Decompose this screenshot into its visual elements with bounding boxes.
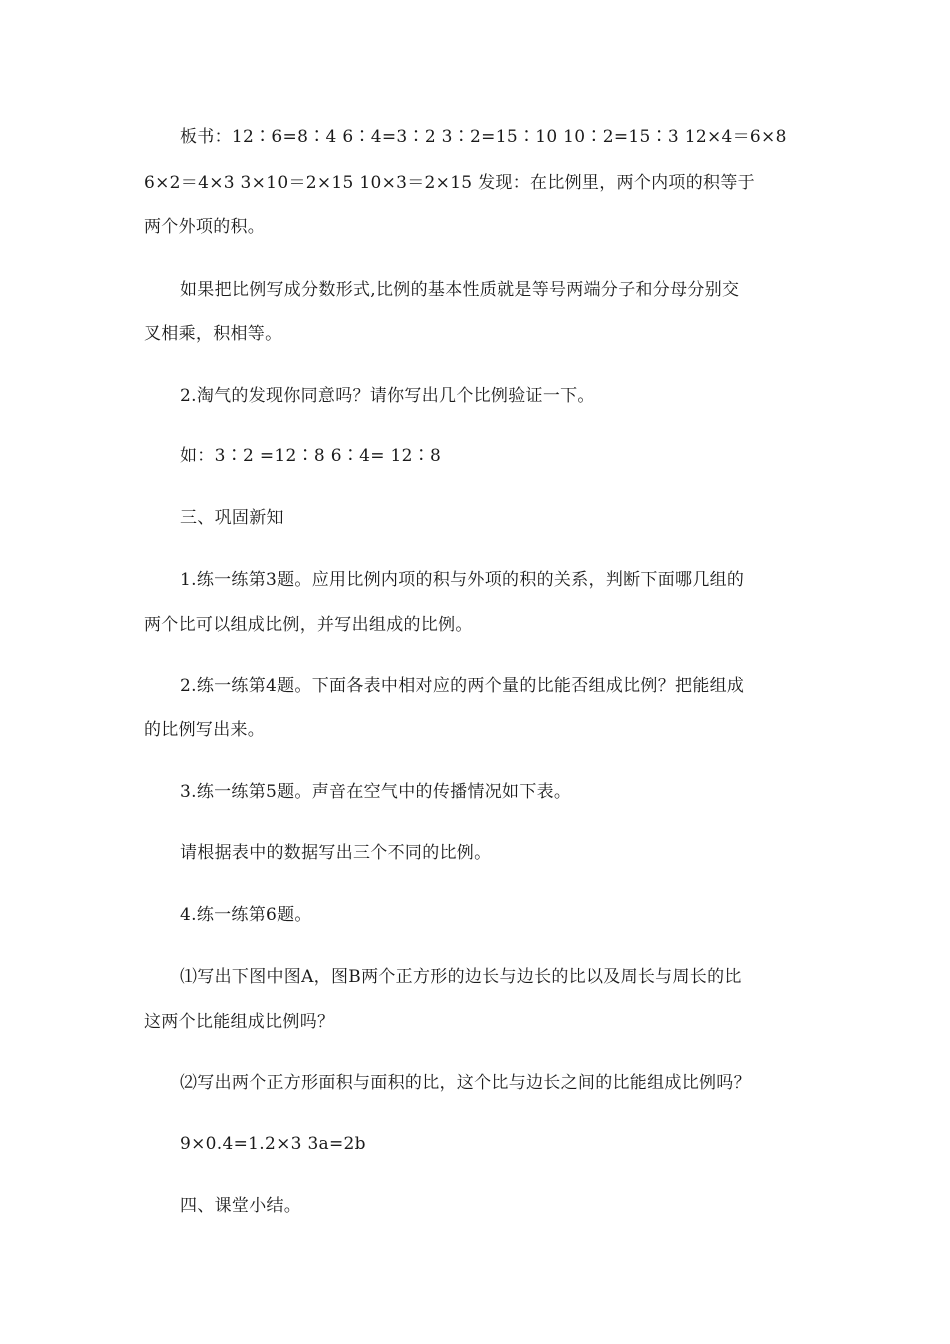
section-3-heading: 三、巩固新知 [180,508,284,528]
board-text-line-1: 板书：12∶6=8∶4 6∶4=3∶2 3∶2=15∶10 10∶2=15∶3 12×4＝6×8 [180,127,787,147]
exercise-4-part-1-line-2: 这两个比能组成比例吗？ [144,1012,335,1032]
exercise-2-line-2: 的比例写出来。 [144,720,266,740]
section-4-heading: 四、课堂小结。 [180,1196,302,1216]
question-2-line: 2.淘气的发现你同意吗？请你写出几个比例验证一下。 [180,386,595,406]
exercise-1-line-1: 1.练一练第3题。应用比例内项的积与外项的积的关系，判断下面哪几组的 [180,570,745,590]
fraction-form-line-1: 如果把比例写成分数形式,比例的基本性质就是等号两端分子和分母分别交 [180,280,740,300]
exercise-4-part-1-line-1: ⑴写出下图中图A，图B两个正方形的边长与边长的比以及周长与周长的比 [180,967,742,987]
example-line: 如：3∶2 =12∶8 6∶4= 12∶8 [180,446,442,466]
exercise-3-instruction: 请根据表中的数据写出三个不同的比例。 [180,843,492,863]
board-text-line-3: 两个外项的积。 [144,217,266,237]
board-text-line-2: 6×2＝4×3 3×10＝2×15 10×3＝2×15 发现：在比例里，两个内项的积等于 [144,173,755,193]
exercise-3-line: 3.练一练第5题。声音在空气中的传播情况如下表。 [180,782,572,802]
exercise-2-line-1: 2.练一练第4题。下面各表中相对应的两个量的比能否组成比例？把能组成 [180,676,745,696]
exercise-4-part-2-line: ⑵写出两个正方形面积与面积的比，这个比与边长之间的比能组成比例吗？ [180,1073,751,1093]
exercise-1-line-2: 两个比可以组成比例，并写出组成的比例。 [144,615,473,635]
exercise-4-line: 4.练一练第6题。 [180,905,312,925]
equation-line: 9×0.4=1.2×3 3a=2b [180,1134,366,1154]
fraction-form-line-2: 叉相乘，积相等。 [144,324,283,344]
